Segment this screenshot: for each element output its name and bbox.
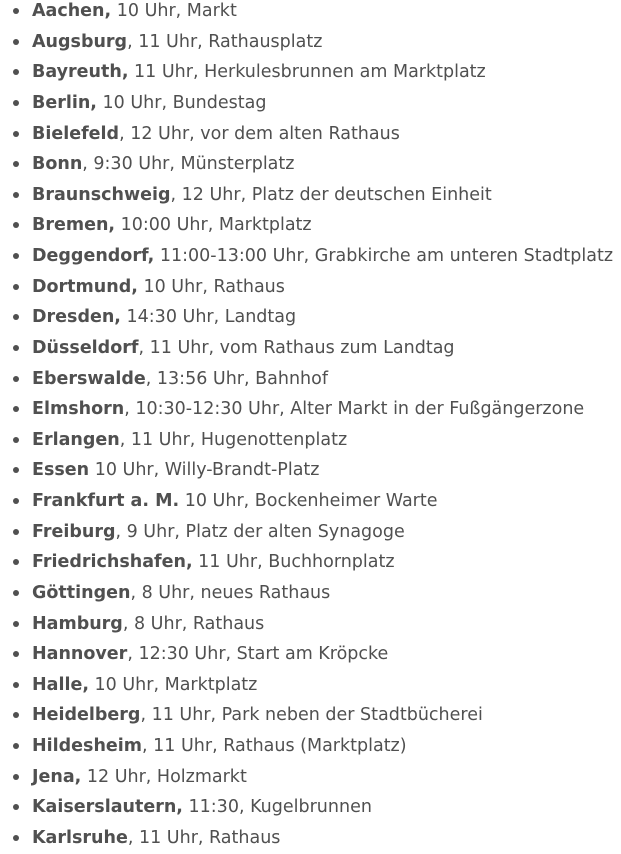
city-name	[32, 32, 127, 52]
event-details: 10 Uhr, Rathaus	[137, 276, 285, 297]
city-name	[32, 369, 146, 389]
city-name	[32, 460, 89, 480]
city-label: Aachen	[32, 1, 105, 21]
list-item	[0, 792, 621, 823]
city-name	[32, 185, 171, 205]
event-details: , 11 Uhr, Rathaus	[127, 827, 281, 848]
event-details: 11 Uhr, Buchhornplatz	[192, 552, 395, 573]
city-name	[32, 675, 89, 695]
city-separator: ,	[90, 92, 97, 113]
bullet-icon	[13, 345, 19, 351]
city-separator: ,	[176, 797, 183, 818]
city-name	[32, 246, 154, 266]
city-label: Düsseldorf	[32, 337, 139, 358]
city-name	[32, 215, 115, 235]
city-separator: ,	[82, 674, 89, 695]
city-separator: ,	[108, 215, 116, 236]
city-name	[32, 277, 138, 297]
city-label: Elmshorn	[32, 399, 125, 420]
bullet-icon	[13, 100, 19, 106]
city-label: Deggendorf	[32, 246, 148, 266]
list-item	[0, 333, 621, 364]
bullet-icon	[13, 8, 19, 14]
event-details: , 12 Uhr, Platz der deutschen Einheit	[170, 184, 492, 205]
city-label: Karlsruhe	[32, 827, 128, 848]
city-name	[32, 62, 128, 82]
bullet-icon	[13, 590, 19, 596]
event-details: 10 Uhr, Markt	[111, 1, 237, 21]
event-details: 11:00-13:00 Uhr, Grabkirche am unteren Stadtplatz	[154, 246, 614, 266]
list-item	[0, 0, 621, 27]
city-label: Freiburg	[32, 521, 116, 542]
city-name	[32, 124, 119, 144]
list-item	[0, 364, 621, 395]
list-item	[0, 394, 621, 425]
bullet-icon	[13, 835, 19, 841]
city-label: Augsburg	[32, 31, 128, 52]
city-label: Bonn	[32, 154, 83, 175]
city-name	[32, 614, 123, 634]
city-name	[32, 705, 140, 725]
city-separator: ,	[74, 766, 82, 787]
event-details: 12 Uhr, Holzmarkt	[81, 766, 247, 787]
city-name	[32, 93, 97, 113]
event-details: 10 Uhr, Bockenheimer Warte	[179, 491, 438, 511]
bullet-icon	[13, 712, 19, 718]
bullet-icon	[13, 376, 19, 382]
city-name	[32, 552, 193, 572]
city-name	[32, 399, 124, 419]
city-label: Essen	[32, 460, 90, 481]
event-details: 11:30, Kugelbrunnen	[182, 797, 372, 818]
event-details: , 12 Uhr, vor dem alten Rathaus	[119, 123, 400, 144]
city-label: Hamburg	[32, 613, 123, 634]
list-item	[0, 486, 621, 517]
list-item	[0, 27, 621, 58]
city-separator: ,	[131, 276, 138, 297]
city-name	[32, 828, 128, 848]
bullet-icon	[13, 39, 19, 45]
bullet-icon	[13, 467, 19, 473]
list-item	[0, 823, 621, 854]
city-label: Frankfurt a. M.	[32, 491, 180, 511]
bullet-icon	[13, 131, 19, 137]
city-separator: ,	[104, 1, 112, 21]
list-item	[0, 180, 621, 211]
list-item	[0, 425, 621, 456]
city-name	[32, 522, 115, 542]
event-details: , 11 Uhr, Rathausplatz	[127, 31, 323, 52]
bullet-icon	[13, 284, 19, 290]
bullet-icon	[13, 314, 19, 320]
bullet-icon	[13, 529, 19, 535]
event-details: , 9 Uhr, Platz der alten Synagoge	[115, 521, 405, 542]
list-item	[0, 210, 621, 241]
city-separator: ,	[185, 552, 193, 573]
city-name	[32, 736, 142, 756]
city-label: Dortmund	[32, 276, 132, 297]
event-details: 10 Uhr, Bundestag	[96, 92, 267, 113]
list-item	[0, 455, 621, 486]
bullet-icon	[13, 222, 19, 228]
city-name	[32, 338, 138, 358]
bullet-icon	[13, 69, 19, 75]
city-name	[32, 307, 121, 327]
list-item	[0, 762, 621, 793]
list-item	[0, 302, 621, 333]
list-item	[0, 119, 621, 150]
event-details: , 12:30 Uhr, Start am Kröpcke	[127, 644, 389, 665]
city-label: Berlin	[32, 92, 91, 113]
city-label: Bremen	[32, 215, 109, 236]
event-details: , 8 Uhr, Rathaus	[122, 613, 265, 634]
event-details: , 10:30-12:30 Uhr, Alter Markt in der Fußgängerzone	[124, 399, 585, 420]
city-name	[32, 1, 111, 21]
city-label: Dresden	[32, 307, 115, 328]
city-name	[32, 491, 179, 511]
bullet-icon	[13, 682, 19, 688]
list-item	[0, 609, 621, 640]
event-details: 10 Uhr, Willy-Brandt-Platz	[89, 460, 320, 481]
bullet-icon	[13, 743, 19, 749]
bullet-icon	[13, 774, 19, 780]
city-label: Heidelberg	[32, 705, 141, 726]
city-name	[32, 154, 82, 174]
list-item	[0, 578, 621, 609]
city-name	[32, 583, 130, 603]
list-item	[0, 149, 621, 180]
list-item	[0, 670, 621, 701]
event-details: , 11 Uhr, Hugenottenplatz	[119, 429, 348, 450]
event-details: , 13:56 Uhr, Bahnhof	[145, 368, 328, 389]
list-item	[0, 88, 621, 119]
city-label: Erlangen	[32, 429, 120, 450]
city-label: Hannover	[32, 644, 128, 665]
event-details: 11 Uhr, Herkulesbrunnen am Marktplatz	[128, 62, 486, 83]
list-item	[0, 639, 621, 670]
city-name	[32, 430, 120, 450]
event-details: , 11 Uhr, vom Rathaus zum Landtag	[138, 337, 455, 358]
city-label: Braunschweig	[32, 184, 171, 205]
event-details: , 11 Uhr, Rathaus (Marktplatz)	[142, 736, 407, 756]
city-separator: ,	[121, 62, 129, 83]
city-label: Jena	[32, 766, 75, 787]
city-label: Kaiserslautern	[32, 797, 177, 818]
city-label: Halle	[32, 674, 83, 695]
bullet-icon	[13, 621, 19, 627]
list-item	[0, 57, 621, 88]
list-item	[0, 517, 621, 548]
city-name	[32, 797, 183, 817]
bullet-icon	[13, 559, 19, 565]
list-item	[0, 547, 621, 578]
bullet-icon	[13, 804, 19, 810]
list-item	[0, 731, 621, 762]
bullet-icon	[13, 161, 19, 167]
city-label: Bayreuth	[32, 62, 122, 83]
event-details: 10 Uhr, Marktplatz	[88, 674, 258, 695]
city-name	[32, 767, 81, 787]
bullet-icon	[13, 192, 19, 198]
list-item	[0, 272, 621, 303]
city-label: Eberswalde	[32, 368, 146, 389]
event-details: , 8 Uhr, neues Rathaus	[130, 582, 331, 603]
bullet-icon	[13, 498, 19, 504]
city-label: Göttingen	[32, 582, 131, 603]
event-details: 10:00 Uhr, Marktplatz	[115, 215, 312, 236]
city-separator: ,	[147, 246, 155, 266]
city-separator: ,	[114, 307, 121, 328]
list-item	[0, 241, 621, 272]
city-label: Friedrichshafen	[32, 552, 186, 573]
list-item	[0, 700, 621, 731]
city-name	[32, 644, 127, 664]
bullet-icon	[13, 437, 19, 443]
bullet-icon	[13, 651, 19, 657]
city-label: Hildesheim	[32, 736, 143, 756]
event-details: , 11 Uhr, Park neben der Stadtbücherei	[140, 705, 483, 726]
city-label: Bielefeld	[32, 123, 120, 144]
bullet-icon	[13, 406, 19, 412]
event-details: 14:30 Uhr, Landtag	[120, 307, 297, 328]
event-details: , 9:30 Uhr, Münsterplatz	[82, 154, 295, 175]
bullet-icon	[13, 253, 19, 259]
